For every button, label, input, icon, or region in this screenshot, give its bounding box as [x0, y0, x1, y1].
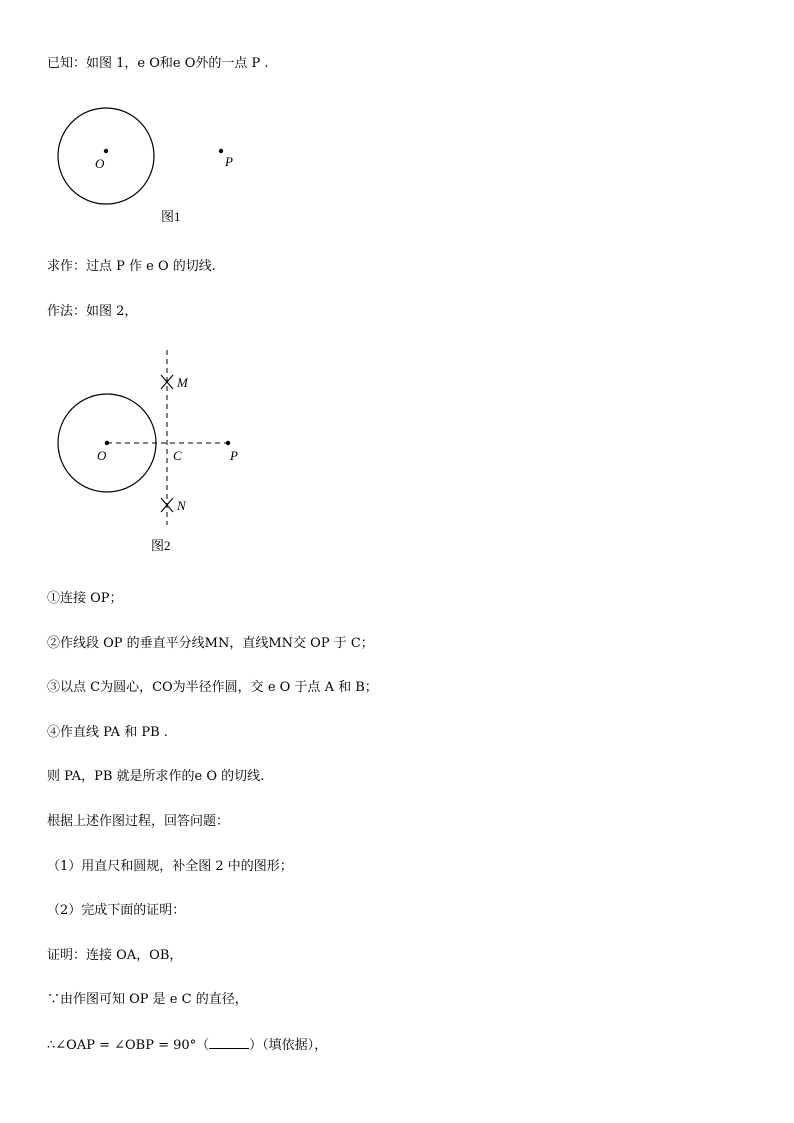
- conclusion-text: 则 PA，PB 就是所求作的e O 的切线.: [47, 769, 265, 784]
- fig1-label-o: O: [95, 156, 105, 171]
- fig2-point-o: [105, 441, 109, 445]
- fig2-label-o: O: [97, 448, 107, 463]
- step-1: ①连接 OP；: [47, 591, 123, 606]
- given-text: 已知：如图 1，e O和e O外的一点 P .: [47, 56, 269, 71]
- step-4: ④作直线 PA 和 PB .: [47, 725, 168, 740]
- fig1-label-p: P: [225, 154, 233, 169]
- proof-line-2-end: ）（填依据），: [249, 1038, 328, 1053]
- fig2-label-n: N: [177, 498, 186, 513]
- fig2-label-m: M: [177, 375, 188, 390]
- fig1-caption: 图1: [161, 209, 181, 224]
- question-intro: 根据上述作图过程，回答问题：: [47, 814, 230, 829]
- step-2: ②作线段 OP 的垂直平分线MN，直线MN交 OP 于 C；: [47, 636, 374, 651]
- fig2-caption: 图2: [151, 538, 171, 553]
- fig1-circle-o: [58, 108, 154, 204]
- proof-line-1: ∵由作图可知 OP 是 e C 的直径，: [47, 992, 248, 1007]
- proof-line-2-start: ∴∠OAP = ∠OBP = 90°（: [47, 1038, 210, 1053]
- figure-1: [50, 100, 250, 230]
- proof-start: 证明：连接 OA，OB，: [47, 948, 183, 963]
- step-3: ③以点 C为圆心，CO为半径作圆，交 e O 于点 A 和 B；: [47, 680, 378, 695]
- fig2-label-p: P: [230, 448, 238, 463]
- fig1-point-p: [219, 149, 223, 153]
- answer-blank[interactable]: [209, 1036, 249, 1049]
- figure-2: [50, 350, 290, 560]
- method-text: 作法：如图 2，: [47, 304, 138, 319]
- proof-line-2: [47, 1036, 327, 1055]
- required-text: 求作：过点 P 作 e O 的切线.: [47, 259, 216, 274]
- fig2-point-p: [226, 441, 230, 445]
- question-1: （1）用直尺和圆规，补全图 2 中的图形；: [47, 859, 293, 874]
- fig2-label-c: C: [173, 448, 182, 463]
- question-2: （2）完成下面的证明：: [47, 903, 186, 918]
- fig2-arc-mark-n: [161, 498, 173, 512]
- fig1-point-o: [104, 149, 108, 153]
